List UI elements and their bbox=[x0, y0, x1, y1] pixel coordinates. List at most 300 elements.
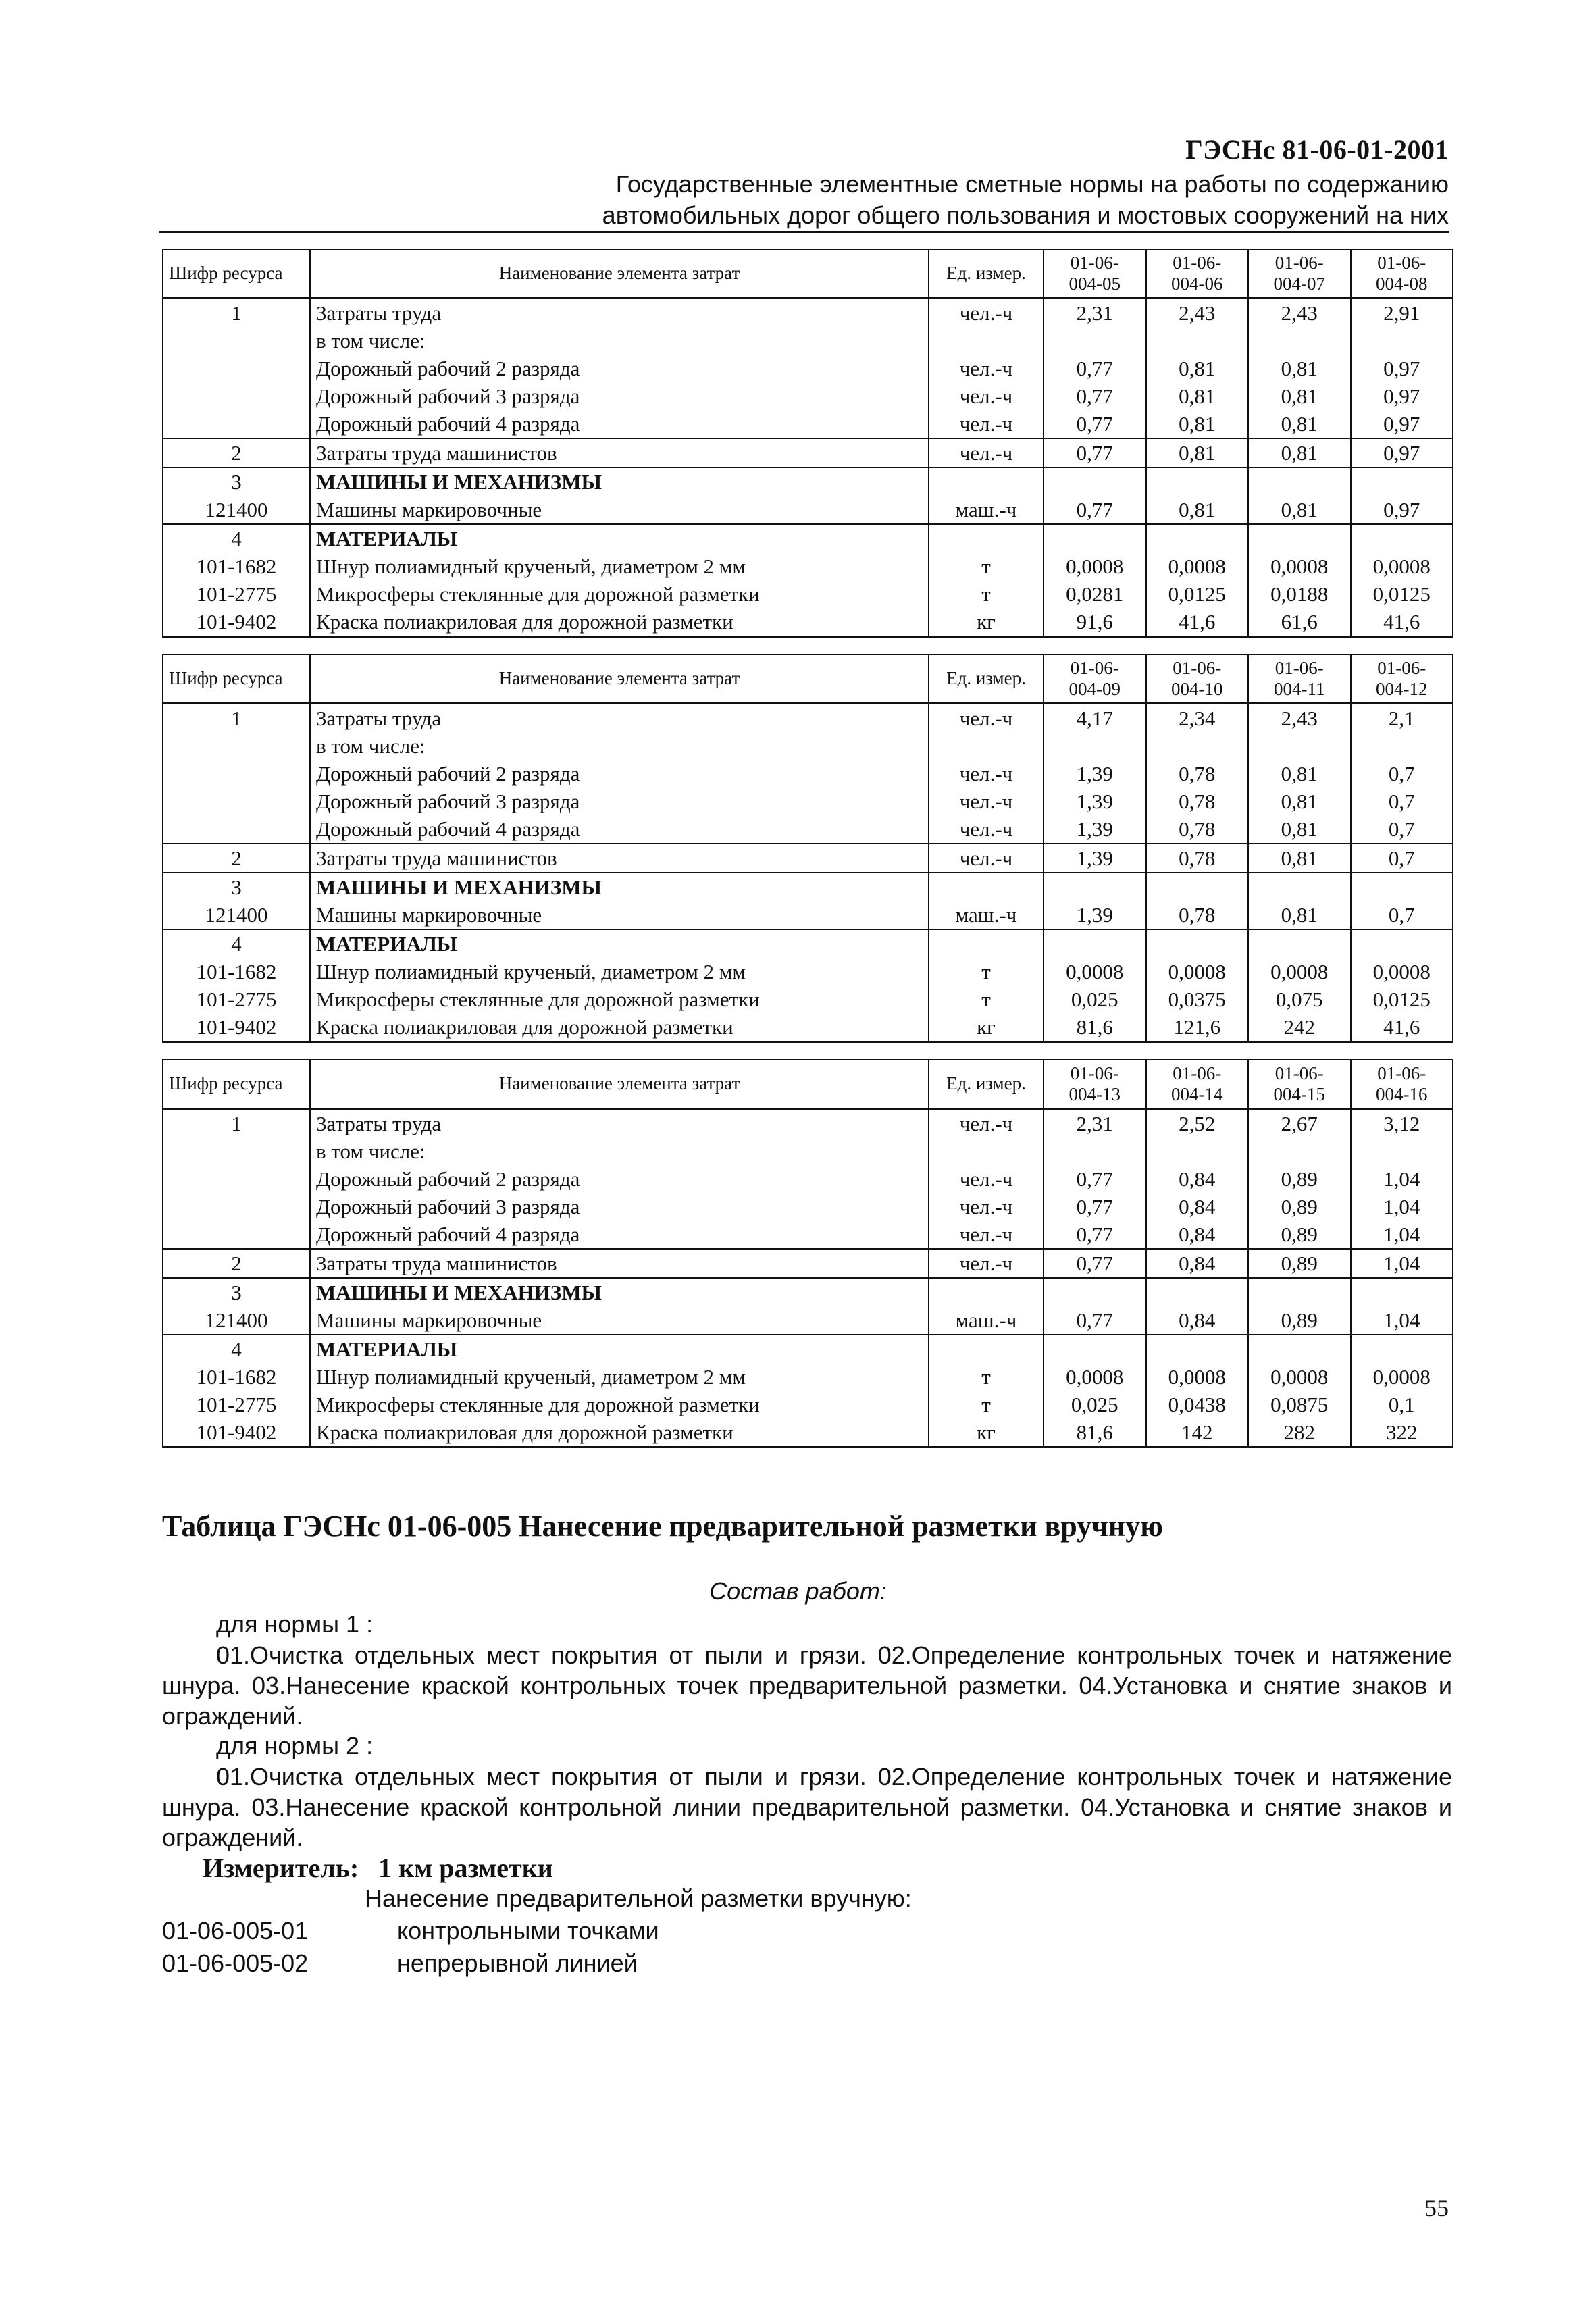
norm-value: 0,7 bbox=[1351, 760, 1453, 788]
norm-value: 0,0375 bbox=[1146, 985, 1249, 1013]
cost-element-name: Микросферы стеклянные для дорожной разметки bbox=[310, 1391, 929, 1418]
table-row bbox=[163, 1306, 1453, 1335]
cost-element-name: Затраты труда машинистов bbox=[310, 438, 929, 467]
resource-code: 121400 bbox=[163, 1306, 310, 1335]
norm-value: 0,89 bbox=[1248, 1165, 1351, 1193]
resource-code: 4 bbox=[163, 1335, 310, 1363]
norm-value: 0,7 bbox=[1351, 844, 1453, 873]
resource-code bbox=[163, 1220, 310, 1249]
norm-value bbox=[1351, 524, 1453, 552]
table-row bbox=[163, 1249, 1453, 1278]
norm-value: 0,0008 bbox=[1248, 958, 1351, 985]
composition-label: Состав работ: bbox=[709, 1577, 887, 1605]
cost-element-name: в том числе: bbox=[310, 1137, 929, 1165]
norm-value: 0,81 bbox=[1248, 438, 1351, 467]
norm-value: 0,0125 bbox=[1351, 580, 1453, 608]
table-row bbox=[163, 410, 1453, 438]
norm-value bbox=[1351, 1278, 1453, 1306]
norm-value bbox=[1146, 467, 1249, 496]
meter-label: Измеритель: bbox=[203, 1853, 359, 1883]
unit-of-measure: т bbox=[929, 1391, 1044, 1418]
resource-code: 4 bbox=[163, 524, 310, 552]
norm-value bbox=[1146, 524, 1249, 552]
norm-value bbox=[1248, 929, 1351, 958]
header-norm-code bbox=[1044, 654, 1146, 704]
cost-element-name: Машины маркировочные bbox=[310, 496, 929, 524]
header-norm-code bbox=[1248, 249, 1351, 299]
resource-code bbox=[163, 732, 310, 760]
cost-element-name: Шнур полиамидный крученый, диаметром 2 мм bbox=[310, 552, 929, 580]
header-code: Шифр ресурса bbox=[163, 1060, 310, 1109]
norm-value: 142 bbox=[1146, 1418, 1249, 1447]
norm-value: 0,84 bbox=[1146, 1220, 1249, 1249]
unit-of-measure: чел.-ч bbox=[929, 788, 1044, 815]
norm-value: 0,77 bbox=[1044, 438, 1146, 467]
unit-of-measure: маш.-ч bbox=[929, 496, 1044, 524]
norm-value: 0,97 bbox=[1351, 382, 1453, 410]
table-row bbox=[163, 1137, 1453, 1165]
norm-value: 2,67 bbox=[1248, 1109, 1351, 1138]
norm-value: 0,97 bbox=[1351, 410, 1453, 438]
resource-code: 101-9402 bbox=[163, 608, 310, 637]
table-row bbox=[163, 1193, 1453, 1220]
resource-code bbox=[163, 760, 310, 788]
unit-of-measure bbox=[929, 1335, 1044, 1363]
norm-value bbox=[1248, 467, 1351, 496]
norm-value: 0,0875 bbox=[1248, 1391, 1351, 1418]
norm2-label: для нормы 2 : bbox=[216, 1732, 374, 1759]
norm-value: 1,39 bbox=[1044, 788, 1146, 815]
norm-value: 0,77 bbox=[1044, 410, 1146, 438]
unit-of-measure: т bbox=[929, 1363, 1044, 1391]
norm-value: 0,81 bbox=[1248, 815, 1351, 844]
resource-code: 3 bbox=[163, 1278, 310, 1306]
table-row bbox=[163, 1013, 1453, 1042]
unit-of-measure bbox=[929, 1137, 1044, 1165]
norm-value bbox=[1146, 327, 1249, 355]
norm-value bbox=[1044, 873, 1146, 901]
norm-value: 0,025 bbox=[1044, 985, 1146, 1013]
cost-element-name: Дорожный рабочий 3 разряда bbox=[310, 382, 929, 410]
cost-element-name: Дорожный рабочий 4 разряда bbox=[310, 815, 929, 844]
table-row bbox=[163, 355, 1453, 382]
cost-element-name: Затраты труда bbox=[310, 704, 929, 733]
norm-value: 0,81 bbox=[1146, 355, 1249, 382]
norm-value bbox=[1351, 1335, 1453, 1363]
norm-code-line-2: 004-05 bbox=[1069, 274, 1121, 294]
unit-of-measure bbox=[929, 524, 1044, 552]
table-row bbox=[163, 760, 1453, 788]
table-row bbox=[163, 1220, 1453, 1249]
table-row bbox=[163, 844, 1453, 873]
resource-code bbox=[163, 1137, 310, 1165]
norm-value bbox=[1044, 1137, 1146, 1165]
norm-value: 121,6 bbox=[1146, 1013, 1249, 1042]
norm-value: 0,77 bbox=[1044, 1306, 1146, 1335]
header-norm-code bbox=[1351, 1060, 1453, 1109]
norm-code-line-2: 004-06 bbox=[1171, 274, 1223, 294]
norm-value: 0,075 bbox=[1248, 985, 1351, 1013]
norm-value: 0,81 bbox=[1146, 438, 1249, 467]
norm-code-line-2: 004-08 bbox=[1376, 274, 1428, 294]
norm-value bbox=[1044, 929, 1146, 958]
header-norm-code bbox=[1146, 654, 1249, 704]
cost-element-name: МАТЕРИАЛЫ bbox=[310, 1335, 929, 1363]
cost-element-name: Шнур полиамидный крученый, диаметром 2 мм bbox=[310, 1363, 929, 1391]
norm-value: 322 bbox=[1351, 1418, 1453, 1447]
table-row bbox=[163, 958, 1453, 985]
norm-value: 4,17 bbox=[1044, 704, 1146, 733]
cost-element-name: Краска полиакриловая для дорожной разметки bbox=[310, 1418, 929, 1447]
norm-value: 0,81 bbox=[1248, 901, 1351, 929]
norm-code-line-2: 004-12 bbox=[1376, 679, 1428, 699]
norm-value bbox=[1351, 929, 1453, 958]
norm-value: 0,89 bbox=[1248, 1220, 1351, 1249]
cost-element-name: в том числе: bbox=[310, 732, 929, 760]
norm-value bbox=[1146, 732, 1249, 760]
unit-of-measure: чел.-ч bbox=[929, 1193, 1044, 1220]
cost-element-name: Затраты труда bbox=[310, 1109, 929, 1138]
cost-element-name: Дорожный рабочий 2 разряда bbox=[310, 1165, 929, 1193]
norm-value: 0,7 bbox=[1351, 815, 1453, 844]
norm-value: 0,81 bbox=[1146, 382, 1249, 410]
norm-value: 1,04 bbox=[1351, 1249, 1453, 1278]
norm-value: 61,6 bbox=[1248, 608, 1351, 637]
norm-value bbox=[1044, 467, 1146, 496]
doc-header-line-1: Государственные элементные сметные нормы на работы по содержанию bbox=[615, 170, 1449, 198]
norm-value bbox=[1248, 873, 1351, 901]
norm-code-line-1: 01-06- bbox=[1377, 252, 1426, 273]
norm-value: 0,81 bbox=[1146, 496, 1249, 524]
norm-value: 2,34 bbox=[1146, 704, 1249, 733]
table-row bbox=[163, 732, 1453, 760]
norm-table-3 bbox=[162, 1059, 1453, 1448]
section-title: Таблица ГЭСНс 01-06-005 Нанесение предварительной разметки вручную bbox=[162, 1510, 1163, 1543]
header-unit: Ед. измер. bbox=[929, 1060, 1044, 1109]
table-row bbox=[163, 1278, 1453, 1306]
unit-of-measure: чел.-ч bbox=[929, 704, 1044, 733]
norm-value bbox=[1351, 732, 1453, 760]
table-row bbox=[163, 467, 1453, 496]
unit-of-measure bbox=[929, 873, 1044, 901]
norm-value: 0,77 bbox=[1044, 355, 1146, 382]
norm-code-line-2: 004-15 bbox=[1273, 1084, 1325, 1104]
norm-value: 81,6 bbox=[1044, 1013, 1146, 1042]
cost-element-name: Затраты труда bbox=[310, 299, 929, 328]
norm-value: 0,81 bbox=[1248, 788, 1351, 815]
norm-value: 242 bbox=[1248, 1013, 1351, 1042]
norm-code-line-2: 004-10 bbox=[1171, 679, 1223, 699]
norm-value: 0,0125 bbox=[1146, 580, 1249, 608]
table-header-row bbox=[163, 249, 1453, 299]
norm-code-line-1: 01-06- bbox=[1173, 1062, 1222, 1083]
table-row bbox=[163, 1165, 1453, 1193]
table-row bbox=[163, 382, 1453, 410]
norm-value: 0,0008 bbox=[1044, 958, 1146, 985]
cost-element-name: Краска полиакриловая для дорожной разметки bbox=[310, 1013, 929, 1042]
norm-value: 0,0008 bbox=[1044, 552, 1146, 580]
norm-value: 41,6 bbox=[1146, 608, 1249, 637]
resource-code: 101-1682 bbox=[163, 1363, 310, 1391]
norm-value: 0,78 bbox=[1146, 760, 1249, 788]
norm-value: 0,77 bbox=[1044, 1165, 1146, 1193]
table-header-row bbox=[163, 654, 1453, 704]
norm-value: 2,31 bbox=[1044, 1109, 1146, 1138]
meter-value: 1 км разметки bbox=[378, 1853, 553, 1883]
unit-of-measure bbox=[929, 327, 1044, 355]
unit-of-measure: т bbox=[929, 985, 1044, 1013]
norm-value bbox=[1146, 873, 1249, 901]
unit-of-measure: чел.-ч bbox=[929, 382, 1044, 410]
norm-value: 0,0008 bbox=[1044, 1363, 1146, 1391]
norm-value: 0,81 bbox=[1248, 496, 1351, 524]
table-header-row bbox=[163, 1060, 1453, 1109]
cost-element-name: Шнур полиамидный крученый, диаметром 2 мм bbox=[310, 958, 929, 985]
norm-value: 0,1 bbox=[1351, 1391, 1453, 1418]
norm-value: 282 bbox=[1248, 1418, 1351, 1447]
table-row bbox=[163, 1109, 1453, 1138]
cost-element-name: Дорожный рабочий 4 разряда bbox=[310, 1220, 929, 1249]
unit-of-measure: чел.-ч bbox=[929, 760, 1044, 788]
norm-code-line-2: 004-14 bbox=[1171, 1084, 1223, 1104]
cost-element-name: Микросферы стеклянные для дорожной разметки bbox=[310, 985, 929, 1013]
resource-code bbox=[163, 410, 310, 438]
item-text-2: непрерывной линией bbox=[397, 1949, 638, 1977]
norm-value: 0,97 bbox=[1351, 496, 1453, 524]
unit-of-measure: маш.-ч bbox=[929, 1306, 1044, 1335]
table-row bbox=[163, 608, 1453, 637]
norm-value bbox=[1351, 873, 1453, 901]
norm-code-line-2: 004-09 bbox=[1069, 679, 1121, 699]
cost-element-name: Машины маркировочные bbox=[310, 1306, 929, 1335]
cost-element-name: Дорожный рабочий 3 разряда bbox=[310, 788, 929, 815]
norm-value: 1,04 bbox=[1351, 1193, 1453, 1220]
table-row bbox=[163, 496, 1453, 524]
unit-of-measure bbox=[929, 467, 1044, 496]
table-row bbox=[163, 580, 1453, 608]
norm-value: 0,77 bbox=[1044, 1193, 1146, 1220]
norm-value: 0,89 bbox=[1248, 1306, 1351, 1335]
resource-code: 2 bbox=[163, 844, 310, 873]
norm-value bbox=[1248, 1335, 1351, 1363]
cost-element-name: Машины маркировочные bbox=[310, 901, 929, 929]
header-norm-code bbox=[1146, 249, 1249, 299]
norm-value: 2,31 bbox=[1044, 299, 1146, 328]
norm-value bbox=[1248, 732, 1351, 760]
resource-code: 1 bbox=[163, 299, 310, 328]
norm-value: 0,0008 bbox=[1146, 958, 1249, 985]
norm-value: 0,81 bbox=[1248, 844, 1351, 873]
norm-value bbox=[1044, 1278, 1146, 1306]
doc-header-line-2: автомобильных дорог общего пользования и мостовых сооружений на них bbox=[602, 201, 1449, 229]
cost-element-name: МАШИНЫ И МЕХАНИЗМЫ bbox=[310, 1278, 929, 1306]
norm-value: 1,04 bbox=[1351, 1220, 1453, 1249]
table-row bbox=[163, 1418, 1453, 1447]
norm-value: 0,77 bbox=[1044, 496, 1146, 524]
cost-element-name: МАТЕРИАЛЫ bbox=[310, 524, 929, 552]
unit-of-measure: т bbox=[929, 958, 1044, 985]
norm-table-2 bbox=[162, 654, 1453, 1043]
norm-value bbox=[1351, 1137, 1453, 1165]
resource-code: 101-1682 bbox=[163, 552, 310, 580]
header-norm-code bbox=[1044, 249, 1146, 299]
resource-code bbox=[163, 1193, 310, 1220]
table-row bbox=[163, 788, 1453, 815]
norm-code-line-1: 01-06- bbox=[1377, 657, 1426, 678]
norm-code-line-1: 01-06- bbox=[1070, 657, 1119, 678]
norm-value: 0,78 bbox=[1146, 901, 1249, 929]
resource-code bbox=[163, 327, 310, 355]
resource-code: 4 bbox=[163, 929, 310, 958]
norm-value bbox=[1146, 1278, 1249, 1306]
norm-value: 81,6 bbox=[1044, 1418, 1146, 1447]
norm-value: 2,43 bbox=[1146, 299, 1249, 328]
unit-of-measure: чел.-ч bbox=[929, 410, 1044, 438]
resource-code: 121400 bbox=[163, 496, 310, 524]
norm-value: 0,0125 bbox=[1351, 985, 1453, 1013]
norm-value: 91,6 bbox=[1044, 608, 1146, 637]
norm-value bbox=[1044, 732, 1146, 760]
norm-value bbox=[1248, 1137, 1351, 1165]
norm-value: 0,0008 bbox=[1351, 1363, 1453, 1391]
norm-value: 0,77 bbox=[1044, 382, 1146, 410]
norm-value: 0,77 bbox=[1044, 1220, 1146, 1249]
resource-code: 2 bbox=[163, 1249, 310, 1278]
cost-element-name: Дорожный рабочий 2 разряда bbox=[310, 760, 929, 788]
norm-code-line-1: 01-06- bbox=[1173, 252, 1222, 273]
table-row bbox=[163, 552, 1453, 580]
norm-value: 1,39 bbox=[1044, 760, 1146, 788]
unit-of-measure bbox=[929, 929, 1044, 958]
norm-value: 0,81 bbox=[1146, 410, 1249, 438]
norm1-text: 01.Очистка отдельных мест покрытия от пыли и грязи. 02.Определение контрольных точек и натяжение шнура. 03.Нанесение краской контрольных точек предварительной разметки. 04.Установка и снятие знаков и ограждений. bbox=[162, 1641, 1452, 1730]
norm-value bbox=[1146, 1137, 1249, 1165]
unit-of-measure bbox=[929, 732, 1044, 760]
unit-of-measure: чел.-ч bbox=[929, 1220, 1044, 1249]
unit-of-measure: чел.-ч bbox=[929, 355, 1044, 382]
resource-code: 101-1682 bbox=[163, 958, 310, 985]
norm-value: 0,84 bbox=[1146, 1306, 1249, 1335]
header-rule bbox=[159, 231, 1449, 233]
header-norm-code bbox=[1044, 1060, 1146, 1109]
norm-value: 0,0008 bbox=[1351, 552, 1453, 580]
norm-value: 0,84 bbox=[1146, 1193, 1249, 1220]
norm2-text: 01.Очистка отдельных мест покрытия от пыли и грязи. 02.Определение контрольных точек и натяжение шнура. 03.Нанесение краской контрольной линии предварительной разметки. 04.Установка и снятие знаков и ограждений. bbox=[162, 1763, 1452, 1851]
table-row bbox=[163, 985, 1453, 1013]
header-unit: Ед. измер. bbox=[929, 249, 1044, 299]
norm-value: 0,0008 bbox=[1146, 1363, 1249, 1391]
norm-value: 0,7 bbox=[1351, 788, 1453, 815]
norm-value bbox=[1146, 929, 1249, 958]
norm1-label: для нормы 1 : bbox=[216, 1610, 374, 1638]
norm-value: 0,97 bbox=[1351, 355, 1453, 382]
header-norm-code bbox=[1351, 654, 1453, 704]
norm-value: 0,81 bbox=[1248, 760, 1351, 788]
norm-value: 41,6 bbox=[1351, 608, 1453, 637]
norm-value: 0,78 bbox=[1146, 788, 1249, 815]
norm-value: 2,91 bbox=[1351, 299, 1453, 328]
cost-element-name: Затраты труда машинистов bbox=[310, 844, 929, 873]
header-norm-code bbox=[1146, 1060, 1249, 1109]
items-subhead: Нанесение предварительной разметки вручную: bbox=[365, 1884, 912, 1912]
norm-value: 0,78 bbox=[1146, 844, 1249, 873]
doc-code: ГЭСНс 81-06-01-2001 bbox=[1185, 134, 1449, 165]
norm-value: 41,6 bbox=[1351, 1013, 1453, 1042]
norm-value bbox=[1351, 327, 1453, 355]
header-norm-code bbox=[1351, 249, 1453, 299]
norm-value bbox=[1044, 327, 1146, 355]
unit-of-measure: чел.-ч bbox=[929, 1249, 1044, 1278]
norm-value bbox=[1248, 524, 1351, 552]
cost-element-name: Дорожный рабочий 2 разряда bbox=[310, 355, 929, 382]
unit-of-measure: т bbox=[929, 552, 1044, 580]
resource-code: 101-9402 bbox=[163, 1013, 310, 1042]
unit-of-measure: чел.-ч bbox=[929, 299, 1044, 328]
norm-value bbox=[1351, 467, 1453, 496]
cost-element-name: Дорожный рабочий 4 разряда bbox=[310, 410, 929, 438]
resource-code: 101-2775 bbox=[163, 580, 310, 608]
norm-code-line-1: 01-06- bbox=[1173, 657, 1222, 678]
table-row bbox=[163, 1363, 1453, 1391]
header-unit: Ед. измер. bbox=[929, 654, 1044, 704]
norm-value: 2,1 bbox=[1351, 704, 1453, 733]
header-name: Наименование элемента затрат bbox=[310, 249, 929, 299]
resource-code bbox=[163, 355, 310, 382]
resource-code: 3 bbox=[163, 467, 310, 496]
header-code: Шифр ресурса bbox=[163, 249, 310, 299]
norm-value: 1,39 bbox=[1044, 901, 1146, 929]
resource-code: 101-2775 bbox=[163, 985, 310, 1013]
norm-value bbox=[1146, 1335, 1249, 1363]
item-code-2: 01-06-005-02 bbox=[162, 1949, 309, 1977]
resource-code: 101-9402 bbox=[163, 1418, 310, 1447]
norm-code-line-1: 01-06- bbox=[1275, 252, 1324, 273]
norm-value: 0,0281 bbox=[1044, 580, 1146, 608]
norm-value: 2,43 bbox=[1248, 299, 1351, 328]
table-row bbox=[163, 901, 1453, 929]
norm-value: 0,0008 bbox=[1351, 958, 1453, 985]
norm-value bbox=[1248, 327, 1351, 355]
table-row bbox=[163, 299, 1453, 328]
cost-element-name: Дорожный рабочий 3 разряда bbox=[310, 1193, 929, 1220]
norm-code-line-2: 004-11 bbox=[1274, 679, 1325, 699]
norm-value: 0,7 bbox=[1351, 901, 1453, 929]
cost-element-name: МАШИНЫ И МЕХАНИЗМЫ bbox=[310, 873, 929, 901]
norm-value: 0,81 bbox=[1248, 355, 1351, 382]
norm-value: 2,43 bbox=[1248, 704, 1351, 733]
resource-code bbox=[163, 382, 310, 410]
norm-value: 0,0188 bbox=[1248, 580, 1351, 608]
norm-code-line-1: 01-06- bbox=[1275, 657, 1324, 678]
unit-of-measure: чел.-ч bbox=[929, 438, 1044, 467]
table-row bbox=[163, 438, 1453, 467]
unit-of-measure: чел.-ч bbox=[929, 1109, 1044, 1138]
norm-value: 0,0008 bbox=[1248, 1363, 1351, 1391]
norm-code-line-1: 01-06- bbox=[1275, 1062, 1324, 1083]
resource-code bbox=[163, 1165, 310, 1193]
resource-code bbox=[163, 788, 310, 815]
cost-element-name: МАШИНЫ И МЕХАНИЗМЫ bbox=[310, 467, 929, 496]
norm-code-line-2: 004-07 bbox=[1273, 274, 1325, 294]
norm-value: 0,025 bbox=[1044, 1391, 1146, 1418]
unit-of-measure: кг bbox=[929, 608, 1044, 637]
norm-value: 3,12 bbox=[1351, 1109, 1453, 1138]
norm-value: 1,04 bbox=[1351, 1306, 1453, 1335]
norm-value: 1,04 bbox=[1351, 1165, 1453, 1193]
norm-value: 0,78 bbox=[1146, 815, 1249, 844]
norm-code-line-2: 004-13 bbox=[1069, 1084, 1121, 1104]
norm-value: 1,39 bbox=[1044, 815, 1146, 844]
